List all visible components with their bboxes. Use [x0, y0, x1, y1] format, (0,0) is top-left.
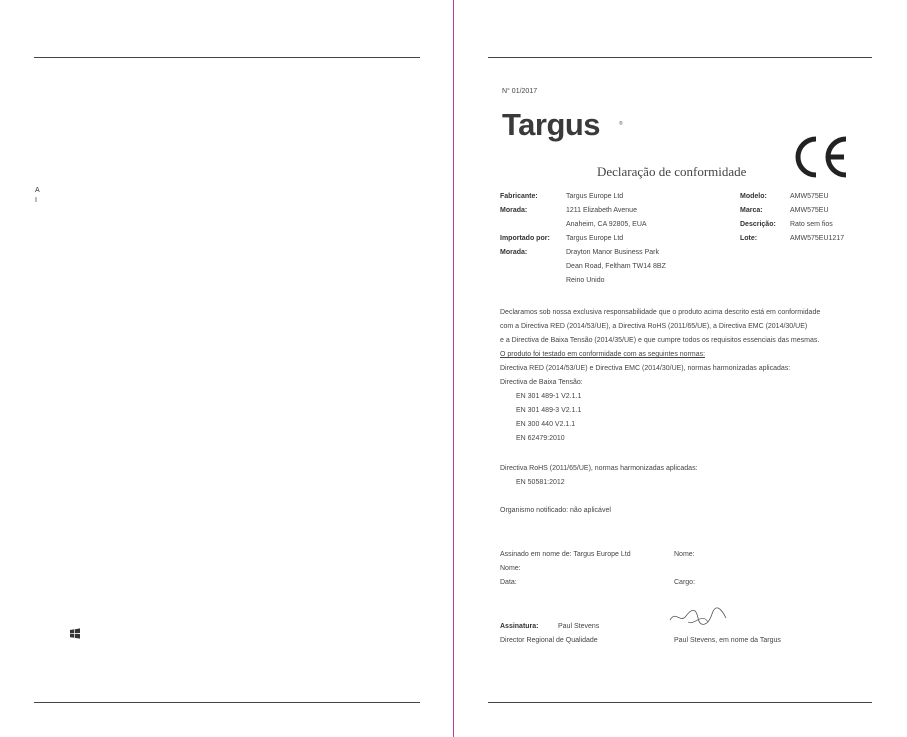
declaration-line: com a Directiva RED (2014/53/UE), a Directiva RoHS (2011/65/UE), a Directiva EMC (2014/30/UE) [500, 323, 808, 330]
rohs-standard: EN 50581:2012 [516, 479, 565, 486]
standard-item: EN 301 489-3 V2.1.1 [516, 407, 582, 414]
right-page [454, 0, 907, 737]
info-label: Morada: [500, 207, 528, 214]
info-value: Targus Europe Ltd [566, 193, 624, 200]
header-rule [488, 57, 872, 58]
handwritten-signature [668, 606, 728, 628]
standard-item: EN 62479:2010 [516, 435, 565, 442]
declaration-line: e a Directiva de Baixa Tensão (2014/35/UE) e que cumpre todos os requisitos essenciais das mesmas. [500, 337, 820, 344]
document-title: Declaração de conformidade [597, 164, 747, 179]
info-value: 1211 Elizabeth Avenue [566, 207, 637, 214]
notified-body: Organismo notificado: não aplicável [500, 507, 611, 514]
info-value: Targus Europe Ltd [566, 235, 624, 242]
signatory-line: Cargo: [674, 579, 696, 586]
standard-item: EN 300 440 V2.1.1 [516, 421, 576, 428]
signatory-on-behalf: Paul Stevens, em nome da Targus [674, 637, 781, 644]
signatory-line: Nome: [500, 565, 521, 572]
info-value: Drayton Manor Business Park [566, 249, 659, 256]
declaration-line: O produto foi testado em conformidade com as seguintes normas: [500, 351, 706, 358]
signatory-line: Assinado em nome de: Targus Europe Ltd [500, 551, 631, 558]
rohs-line: Directiva RoHS (2011/65/UE), normas harmonizadas aplicadas: [500, 465, 698, 472]
document-number: N° 01/2017 [502, 88, 538, 95]
left-page [0, 0, 453, 737]
declaration-line: Directiva de Baixa Tensão: [500, 379, 583, 386]
logo-trademark: ® [619, 121, 623, 127]
info-value: AMW575EU [790, 207, 829, 214]
info-value: Rato sem fios [790, 221, 833, 228]
signature-label: Assinatura: [500, 623, 539, 630]
info-label: Importado por: [500, 235, 550, 242]
info-label: Lote: [740, 235, 758, 242]
header-rule [34, 57, 420, 58]
signatory-line: Nome: [674, 551, 695, 558]
info-value: Reino Unido [566, 277, 605, 284]
info-label: Marca: [740, 207, 763, 214]
fragment-line: A [35, 187, 40, 194]
left-page-fragment [35, 186, 40, 206]
standard-item: EN 301 489-1 V2.1.1 [516, 393, 582, 400]
declaration-line: Directiva RED (2014/53/UE) e Directiva EMC (2014/30/UE), normas harmonizadas aplicadas: [500, 365, 791, 372]
info-value: Anaheim, CA 92805, EUA [566, 221, 647, 228]
declaration-line: Declaramos sob nossa exclusiva responsabilidade que o produto acima descrito está em conformidade [500, 309, 821, 316]
info-value: AMW575EU1217 [790, 235, 845, 242]
targus-logo: Targus [502, 107, 601, 142]
footer-rule [34, 702, 420, 703]
info-label: Morada: [500, 249, 528, 256]
fragment-line: I [35, 197, 37, 204]
signatory-name: Paul Stevens [558, 623, 600, 630]
signatory-role: Director Regional de Qualidade [500, 637, 598, 644]
info-value: AMW575EU [790, 193, 829, 200]
footer-rule [488, 702, 872, 703]
info-label: Descrição: [740, 221, 776, 228]
windows-logo-icon [69, 628, 81, 639]
signatory-line: Data: [500, 579, 517, 586]
info-label: Fabricante: [500, 193, 538, 200]
info-value: Dean Road, Feltham TW14 8BZ [566, 263, 666, 270]
ce-mark-icon [790, 133, 852, 181]
info-label: Modelo: [740, 193, 767, 200]
